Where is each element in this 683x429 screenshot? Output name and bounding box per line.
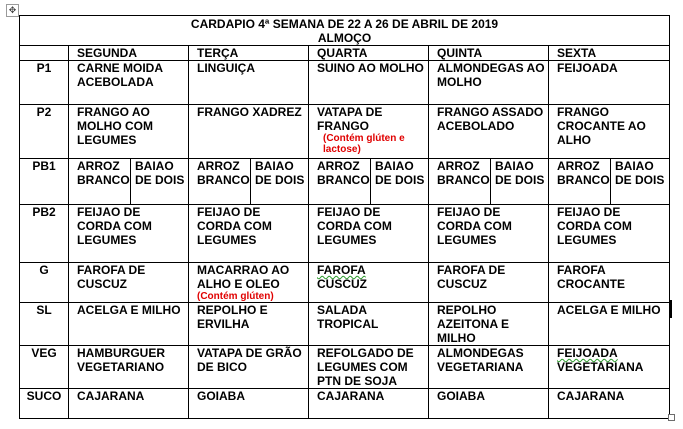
table-row — [20, 303, 670, 346]
row-label-sl[interactable]: SL — [20, 303, 69, 346]
dish-name: MACARRAO AO ALHO E OLEO — [197, 263, 290, 291]
cell-pb1-quinta-left[interactable]: ARROZ BRANCO — [429, 159, 491, 205]
cell-g-segunda[interactable]: FAROFA DE CUSCUZ — [69, 263, 189, 303]
table-row — [20, 61, 670, 105]
row-label-g[interactable]: G — [20, 263, 69, 303]
cell-p2-quinta[interactable]: FRANGO ASSADO ACEBOLADO — [429, 105, 549, 159]
cell-pb1-segunda-right[interactable]: BAIAO DE DOIS — [131, 159, 189, 205]
menu-title: CARDAPIO 4ª SEMANA DE 22 A 26 DE ABRIL DE 2019 — [190, 17, 499, 31]
cell-g-quarta[interactable] — [309, 263, 429, 303]
cell-sl-quarta[interactable]: SALADA TROPICAL — [309, 303, 429, 346]
cell-pb1-terca-left[interactable]: ARROZ BRANCO — [189, 159, 251, 205]
dish-name-spellcheck: FAROFA — [317, 263, 366, 277]
cell-p1-sexta[interactable]: FEIJOADA — [549, 61, 670, 105]
cell-p2-segunda[interactable]: FRANGO AO MOLHO COM LEGUMES — [69, 105, 189, 159]
day-header-segunda[interactable]: SEGUNDA — [69, 46, 189, 61]
cell-suco-quarta[interactable]: CAJARANA — [309, 389, 429, 419]
cell-p1-segunda[interactable]: CARNE MOIDA ACEBOLADA — [69, 61, 189, 105]
cell-suco-quinta[interactable]: GOIABA — [429, 389, 549, 419]
table-row — [20, 205, 670, 263]
title-row — [20, 16, 670, 46]
cell-g-sexta[interactable]: FAROFA CROCANTE — [549, 263, 670, 303]
cell-pb1-terca-right[interactable]: BAIAO DE DOIS — [251, 159, 309, 205]
cell-sl-segunda[interactable]: ACELGA E MILHO — [69, 303, 189, 346]
table-row — [20, 389, 670, 419]
header-row — [20, 46, 670, 61]
dish-name: CUSCUZ — [317, 277, 367, 291]
cell-pb1-quarta-left[interactable]: ARROZ BRANCO — [309, 159, 371, 205]
cell-g-terca[interactable] — [189, 263, 309, 303]
corner-cell[interactable] — [20, 46, 69, 61]
cell-pb2-terca[interactable]: FEIJAO DE CORDA COM LEGUMES — [189, 205, 309, 263]
dish-name: VEGETARIANA — [557, 360, 644, 374]
cell-suco-sexta[interactable]: CAJARANA — [549, 389, 670, 419]
menu-table — [19, 15, 670, 419]
table-move-handle-icon[interactable]: ✥ — [6, 4, 19, 17]
cell-veg-terca[interactable]: VATAPA DE GRÃO DE BICO — [189, 346, 309, 389]
cell-veg-segunda[interactable]: HAMBURGUER VEGETARIANO — [69, 346, 189, 389]
cell-g-quinta[interactable]: FAROFA DE CUSCUZ — [429, 263, 549, 303]
cell-veg-quinta[interactable]: ALMONDEGAS VEGETARIANA — [429, 346, 549, 389]
dish-name: VATAPA DE FRANGO — [317, 105, 383, 133]
cell-p2-sexta[interactable]: FRANGO CROCANTE AO ALHO — [549, 105, 670, 159]
row-label-pb1[interactable]: PB1 — [20, 159, 69, 205]
text-cursor — [670, 300, 672, 318]
table-row — [20, 263, 670, 303]
cell-veg-quarta[interactable]: REFOLGADO DE LEGUMES COM PTN DE SOJA — [309, 346, 429, 389]
row-label-pb2[interactable]: PB2 — [20, 205, 69, 263]
cell-veg-sexta[interactable] — [549, 346, 670, 389]
cell-suco-segunda[interactable]: CAJARANA — [69, 389, 189, 419]
cell-sl-sexta[interactable]: ACELGA E MILHO — [549, 303, 670, 346]
cell-p1-terca[interactable]: LINGUIÇA — [189, 61, 309, 105]
row-label-p1[interactable]: P1 — [20, 61, 69, 105]
day-header-quarta[interactable]: QUARTA — [309, 46, 429, 61]
cell-pb2-segunda[interactable]: FEIJAO DE CORDA COM LEGUMES — [69, 205, 189, 263]
table-row — [20, 346, 670, 389]
day-header-terca[interactable]: TERÇA — [189, 46, 309, 61]
dish-name-spellcheck: FEIJOADA — [557, 346, 618, 360]
row-label-suco[interactable]: SUCO — [20, 389, 69, 419]
cell-pb2-sexta[interactable]: FEIJAO DE CORDA COM LEGUMES — [549, 205, 670, 263]
cell-p1-quarta[interactable]: SUINO AO MOLHO — [309, 61, 429, 105]
cell-pb1-sexta-left[interactable]: ARROZ BRANCO — [549, 159, 611, 205]
cell-pb1-segunda-left[interactable]: ARROZ BRANCO — [69, 159, 131, 205]
cell-sl-terca[interactable]: REPOLHO E ERVILHA — [189, 303, 309, 346]
table-row — [20, 105, 670, 159]
cell-pb1-sexta-right[interactable]: BAIAO DE DOIS — [611, 159, 670, 205]
cell-pb1-quinta-right[interactable]: BAIAO DE DOIS — [491, 159, 549, 205]
meal-subtitle: ALMOÇO — [317, 31, 372, 45]
allergen-note: (Contém glúten) — [197, 291, 274, 302]
day-header-sexta[interactable]: SEXTA — [549, 46, 670, 61]
table-resize-handle-icon[interactable] — [668, 414, 675, 421]
allergen-note: (Contém glúten e lactose) — [323, 133, 405, 155]
cell-suco-terca[interactable]: GOIABA — [189, 389, 309, 419]
table-row — [20, 159, 670, 205]
cell-pb1-quarta-right[interactable]: BAIAO DE DOIS — [371, 159, 429, 205]
cell-p2-quarta[interactable] — [309, 105, 429, 159]
cell-p2-terca[interactable]: FRANGO XADREZ — [189, 105, 309, 159]
cell-sl-quinta[interactable]: REPOLHO AZEITONA E MILHO — [429, 303, 549, 346]
cell-pb2-quinta[interactable]: FEIJAO DE CORDA COM LEGUMES — [429, 205, 549, 263]
row-label-veg[interactable]: VEG — [20, 346, 69, 389]
cell-p1-quinta[interactable]: ALMONDEGAS AO MOLHO — [429, 61, 549, 105]
cell-pb2-quarta[interactable]: FEIJAO DE CORDA COM LEGUMES — [309, 205, 429, 263]
row-label-p2[interactable]: P2 — [20, 105, 69, 159]
table-title-cell[interactable] — [20, 16, 670, 46]
day-header-quinta[interactable]: QUINTA — [429, 46, 549, 61]
